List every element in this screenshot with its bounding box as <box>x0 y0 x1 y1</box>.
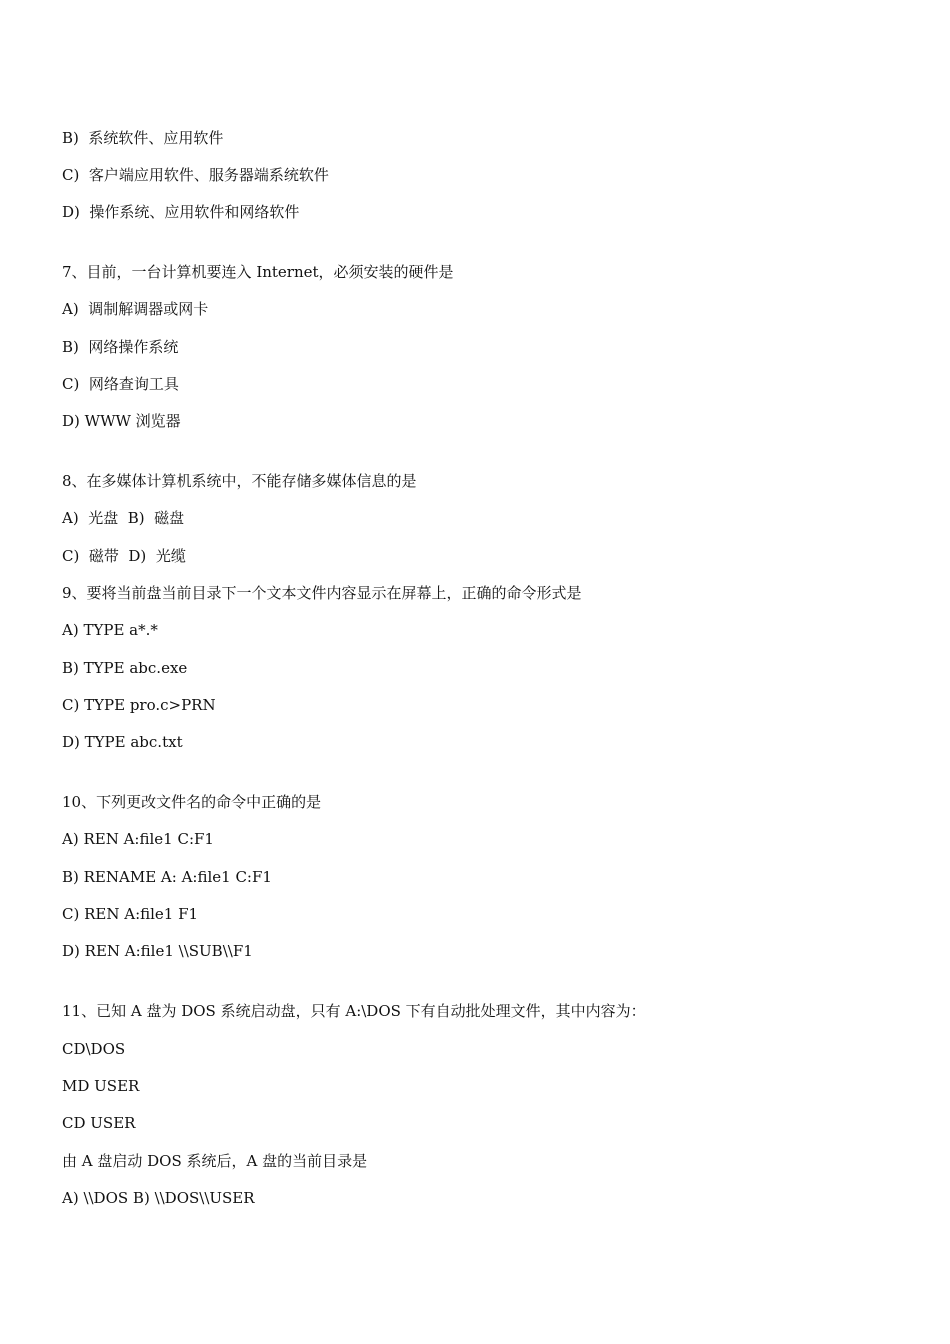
q11-code-line-1: CD\DOS <box>62 1040 126 1058</box>
q8-options-ab: A) 光盘 B) 磁盘 <box>62 509 185 527</box>
q7-option-a: A) 调制解调器或网卡 <box>62 300 209 318</box>
q6-option-d: D) 操作系统、应用软件和网络软件 <box>62 203 300 221</box>
q9-option-c: C) TYPE pro.c>PRN <box>62 696 216 714</box>
q6-option-c: C) 客户端应用软件、服务器端系统软件 <box>62 166 329 184</box>
q8-question: 8、在多媒体计算机系统中，不能存储多媒体信息的是 <box>62 472 417 490</box>
q11-prompt: 由 A 盘启动 DOS 系统后，A 盘的当前目录是 <box>62 1152 368 1170</box>
q6-option-b: B) 系统软件、应用软件 <box>62 129 224 147</box>
q9-option-a: A) TYPE a*.* <box>62 621 158 639</box>
q10-question: 10、下列更改文件名的命令中正确的是 <box>62 793 322 811</box>
q10-option-a: A) REN A:file1 C:F1 <box>62 830 214 848</box>
q10-option-c: C) REN A:file1 F1 <box>62 905 199 923</box>
q7-question: 7、目前，一台计算机要连入 Internet，必须安装的硬件是 <box>62 263 454 281</box>
q8-options-cd: C) 磁带 D) 光缆 <box>62 547 186 565</box>
q11-code-line-2: MD USER <box>62 1077 140 1095</box>
q9-question: 9、要将当前盘当前目录下一个文本文件内容显示在屏幕上，正确的命令形式是 <box>62 584 582 602</box>
q10-option-b: B) RENAME A: A:file1 C:F1 <box>62 868 272 886</box>
q10-option-d: D) REN A:file1 \\SUB\\F1 <box>62 942 253 960</box>
q9-option-b: B) TYPE abc.exe <box>62 659 188 677</box>
q11-options-ab: A) \\DOS B) \\DOS\\USER <box>62 1189 255 1207</box>
q11-question: 11、已知 A 盘为 DOS 系统启动盘，只有 A:\DOS 下有自动批处理文件，其中内容为： <box>62 1002 646 1020</box>
q9-option-d: D) TYPE abc.txt <box>62 733 183 751</box>
q11-code-line-3: CD USER <box>62 1114 136 1132</box>
q7-option-b: B) 网络操作系统 <box>62 338 179 356</box>
q7-option-d: D) WWW 浏览器 <box>62 412 181 430</box>
q7-option-c: C) 网络查询工具 <box>62 375 179 393</box>
